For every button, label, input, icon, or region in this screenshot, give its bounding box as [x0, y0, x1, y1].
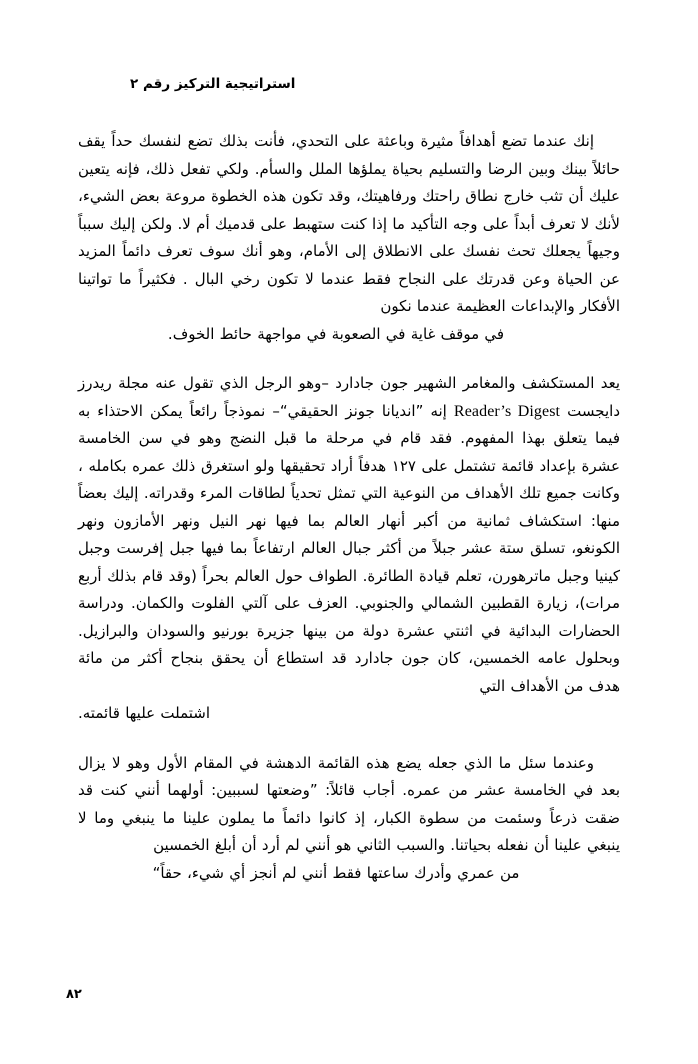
page-number: ٨٢	[66, 987, 82, 1002]
running-header	[72, 76, 626, 92]
paragraph-1-text: إنك عندما تضع أهدافاً مثيرة وباعثة على التحدي، فأنت بذلك تضع لنفسك حداً يقف حائلاً بينك وبين الرضا والتسليم بحياة يملؤها الملل والسأم. ولكي تفعل ذلك، فإنه يتعين عليك أن تثب خارج نطاق راحتك ورفاهيتك، وقد تكون هذه الخطوة مروعة بعض الشيء، لأنك لا تعرف أبداً على وجه التأكيد ما إذا كنت ستهبط على قدميك أم لا. ولكن إليك سبباً وجيهاً يجعلك تحث نفسك على الانطلاق إلى الأمام، وهو أنك سوف تعرف دائماً المزيد عن الحياة وعن قدرتك على النجاح فقط عندما لا تكون رخي البال . فكثيراً ما تواتينا الأفكار والإبداعات العظيمة عندما نكون	[78, 132, 620, 315]
magazine-title-readers-digest: Reader’s Digest	[453, 402, 561, 420]
paragraph-3-last-line: من عمري وأدرك ساعتها فقط أنني لم أنجز أي شيء، حقاً“	[152, 863, 520, 882]
paragraph-2-last-line: اشتملت عليها قائمته.	[78, 704, 211, 722]
paragraph-1	[78, 128, 620, 348]
body-text-column	[78, 128, 620, 887]
running-header-title: استراتيجية التركيز رقم ٢	[130, 76, 296, 92]
paragraph-3-text: وعندما سئل ما الذي جعله يضع هذه القائمة الدهشة في المقام الأول وهو لا يزال بعد في الخامسة عشر من عمره. أجاب قائلاً: ”وضعتها لسببين: أولهما أنني كنت قد ضقت ذرعاً وسئمت من سطوة الكبار، إذ كانوا دائماً ما يملون علينا ما ينبغي وما لا ينبغي علينا أن نفعله بحياتنا. والسبب الثاني هو أنني لم أرد أن أبلغ الخمسين	[78, 753, 620, 854]
paragraph-3	[78, 750, 620, 888]
paragraph-2-text-part-2: إنه ”انديانا جونز الحقيقي“– نموذجاً رائعاً يمكن الاحتذاء به فيما يتعلق بهذا المفهوم. فقد قام في مرحلة ما قبل النضج وهو في سن الخامسة عشرة بإعداد قائمة تشتمل على ١٢٧ هدفاً أراد تحقيقها ولو استغرق ذلك عمره بكامله ، وكانت جميع تلك الأهداف من النوعية التي تمثل تحدياً لطاقات المرء وقدراته. إليك بعضاً منها: استكشاف ثمانية من أكبر أنهار العالم بما فيها نهر النيل ونهر الأمازون ونهر الكونغو، تسلق ستة عشر جبلاً من أكثر جبال العالم ارتفاعاً بما فيها جبل إفرست وجبل كينيا وجبل ماترهورن، تعلم قيادة الطائرة. الطواف حول العالم بحراً (وقد قام بذلك أربع مرات)، زيارة القطبين الشمالي والجنوبي. العزف على آلتي الفلوت والكمان. ودراسة الحضارات البدائية في اثنتي عشرة دولة من بينها جزيرة بورنيو والسودان والبرازيل. وبحلول عامه الخمسين، كان جون جادارد قد استطاع أن يحقق بنجاح أكثر من مائة هدف من الأهداف التي	[78, 401, 621, 695]
paragraph-2-text-part-1: يعد المستكشف والمغامر الشهير جون جادارد –وهو الرجل الذي تقول عنه مجلة ريدرز دايجست	[78, 374, 620, 420]
paragraph-2	[78, 370, 620, 728]
paragraph-1-last-line: في موقف غاية في الصعوبة في مواجهة حائط الخوف.	[167, 324, 505, 343]
